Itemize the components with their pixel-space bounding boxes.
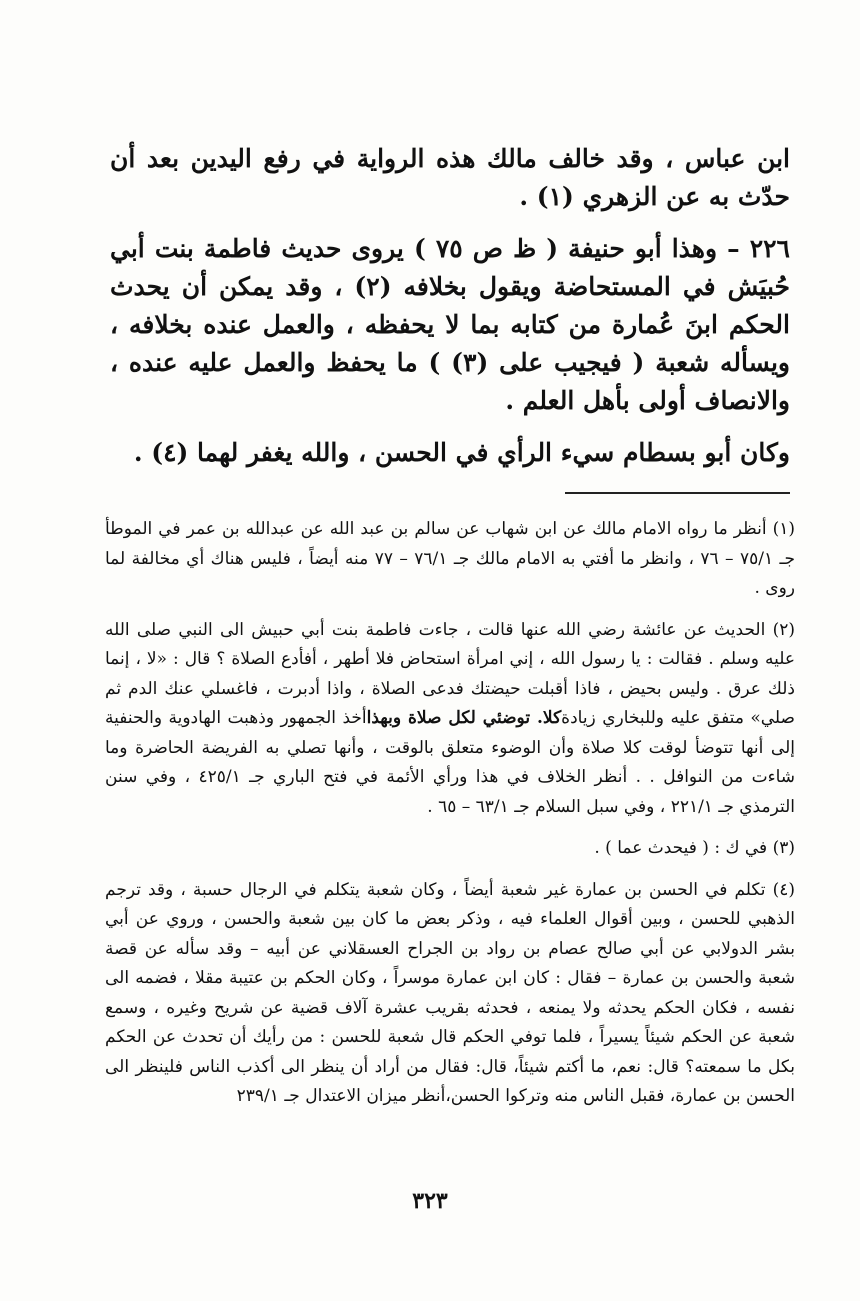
page-number: ٣٢٣: [412, 1188, 448, 1214]
footnote-1: (١) أنظر ما رواه الامام مالك عن ابن شهاب عن سالم بن عبد الله عن عبدالله بن عمر في الموطأ جـ ٧٥/١ – ٧٦ ، وانظر ما أفتي به الامام مالك جـ ٧٦/١ – ٧٧ منه أيضاً ، فليس هناك أي مخالفة لما روى .: [105, 519, 795, 598]
footnote-2: [105, 616, 795, 823]
main-paragraph-2: ٢٢٦ – وهذا أبو حنيفة ( ظ ص ٧٥ ) يروى حديث فاطمة بنت أبي حُبيَش في المستحاضة ويقول بخلافه (٢) ، وقد يمكن أن يحدث الحكم ابنَ عُمارة من كتابه بما لا يحفظه ، والعمل عنده بخلافه ، ويسأله شعبة ( فيجيب على (٣) ) ما يحفظ والعمل عليه عنده ، والانصاف أولى بأهل العلم .: [110, 234, 791, 415]
footnote-2-text-start: (٢) الحديث عن عائشة رضي الله عنها قالت ، جاءت فاطمة بنت أبي حبيش الى النبي صلى الله عليه وسلم . فقالت : يا رسول الله ، إني امرأة استحاض فلا أطهر ، أفأدع الصلاة ؟ قال : «لا ، إنما ذلك عرق . وليس بحيض ، فاذا أقبلت حيضتك فدعى الصلاة ، واذا أدبرت ، فاغسلي عنك الدم ثم صلي» متفق عليه وللبخاري زيادة: [105, 619, 795, 728]
footnote-3: (٣) في ك : ( فيحدث عما ) .: [594, 838, 795, 858]
footnote-4: (٤) تكلم في الحسن بن عمارة غير شعبة أيضاً ، وكان شعبة يتكلم في الرجال حسبة ، وقد ترجم الذهبي للحسن ، وبين أقوال العلماء فيه ، وذكر بعض ما كان بين شعبة والحسن ، وروي عن أبي بشر الدولابي عن أبي صالح عصام بن رواد بن الجراح العسقلاني عن أبيه – وقد سأله عن قصة شعبة والحسن بن عمارة – فقال : كان ابن عمارة موسراً ، وكان الحكم بن عتيبة مقلا ، فضمه الى نفسه ، فكان الحكم يحدثه ولا يمنعه ، فحدثه بقريب عشرة آلاف قضية عن شريح وغيره ، وسمع شعبة عن الحكم شيئاً يسيراً ، فلما توفي الحكم قال شعبة للحسن : من رأيك أن تحدث عن الحكم بكل ما سمعته؟ قال: نعم، ما أكتم شيئاً، قال: فقال من أراد أن ينظر الى أكذب الناس فلينظر الى الحسن بن عمارة، فقبل الناس منه وتركوا الحسن،أنظر ميزان الاعتدال جـ ٢٣٩/١: [105, 879, 795, 1106]
footnote-2-bold-text: كلا. توضئي لكل صلاة وبهذا: [366, 708, 562, 728]
main-text: [110, 140, 790, 486]
footnote-2-text-end: أخذ الجمهور وذهبت الهادوية والحنفية إلى أنها تتوضأ لوقت كلا صلاة وأن الوضوء متعلق بالوقت ، وأنها تصلي به الفريضة الحاضرة وما شاءت من النوافل . . أنظر الخلاف في هذا ورأي الأئمة في فتح الباري جـ ٤٢٥/١ ، وفي سنن الترمذي جـ ٢٢١/١ ، وفي سبل السلام جـ ٦٣/١ – ٦٥ .: [105, 708, 795, 817]
footnote-divider: [565, 492, 790, 494]
main-paragraph-3: وكان أبو بسطام سيء الرأي في الحسن ، والله يغفر لهما (٤) .: [133, 438, 790, 467]
footnotes: [105, 515, 795, 1124]
main-paragraph-1: ابن عباس ، وقد خالف مالك هذه الرواية في رفع اليدين بعد أن حدّث به عن الزهري (١) .: [110, 144, 790, 211]
